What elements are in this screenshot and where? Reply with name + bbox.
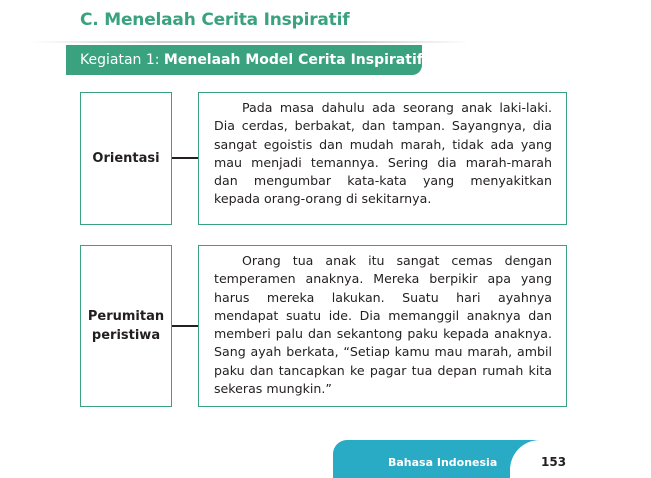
complication-label: Perumitan peristiwa [87, 309, 165, 343]
footer-subject: Bahasa Indonesia [388, 456, 498, 469]
orientation-label: Orientasi [92, 151, 160, 166]
section-title: C. Menelaah Cerita Inspiratif [80, 10, 350, 30]
activity-name: Menelaah Model Cerita Inspiratif [163, 52, 423, 68]
activity-banner [66, 45, 422, 75]
complication-label-box [80, 245, 172, 407]
activity-prefix: Kegiatan 1: [80, 52, 164, 68]
complication-connector [172, 325, 198, 327]
title-divider [30, 41, 470, 43]
page-number: 153 [541, 455, 567, 469]
complication-text: Orang tua anak itu sangat cemas dengan temperamen anaknya. Mereka berpikir apa yang harus mereka lakukan. Suatu hari ayahnya mendapat suatu ide. Dia memanggil anaknya dan memberi palu dan sekantong paku kepada anaknya. Sang ayah berkata, “Setiap kamu mau marah, ambil paku dan tancapkan ke pagar tua depan rumah kita sekeras mungkin.” [214, 253, 552, 397]
orientation-text-box [198, 92, 567, 225]
orientation-label-box [80, 92, 172, 225]
orientation-text: Pada masa dahulu ada seorang anak laki-laki. Dia cerdas, berbakat, dan tampan. Sayangnya, dia sangat egoistis dan mudah marah, tidak ada yang mau menjadi temannya. Sering dia marah-marah dan mengumbar kata-kata yang menyakitkan kepada orang-orang di sekitarnya. [214, 100, 552, 207]
footer-page-tab [510, 440, 651, 478]
complication-text-box [198, 245, 567, 407]
orientation-connector [172, 157, 198, 159]
